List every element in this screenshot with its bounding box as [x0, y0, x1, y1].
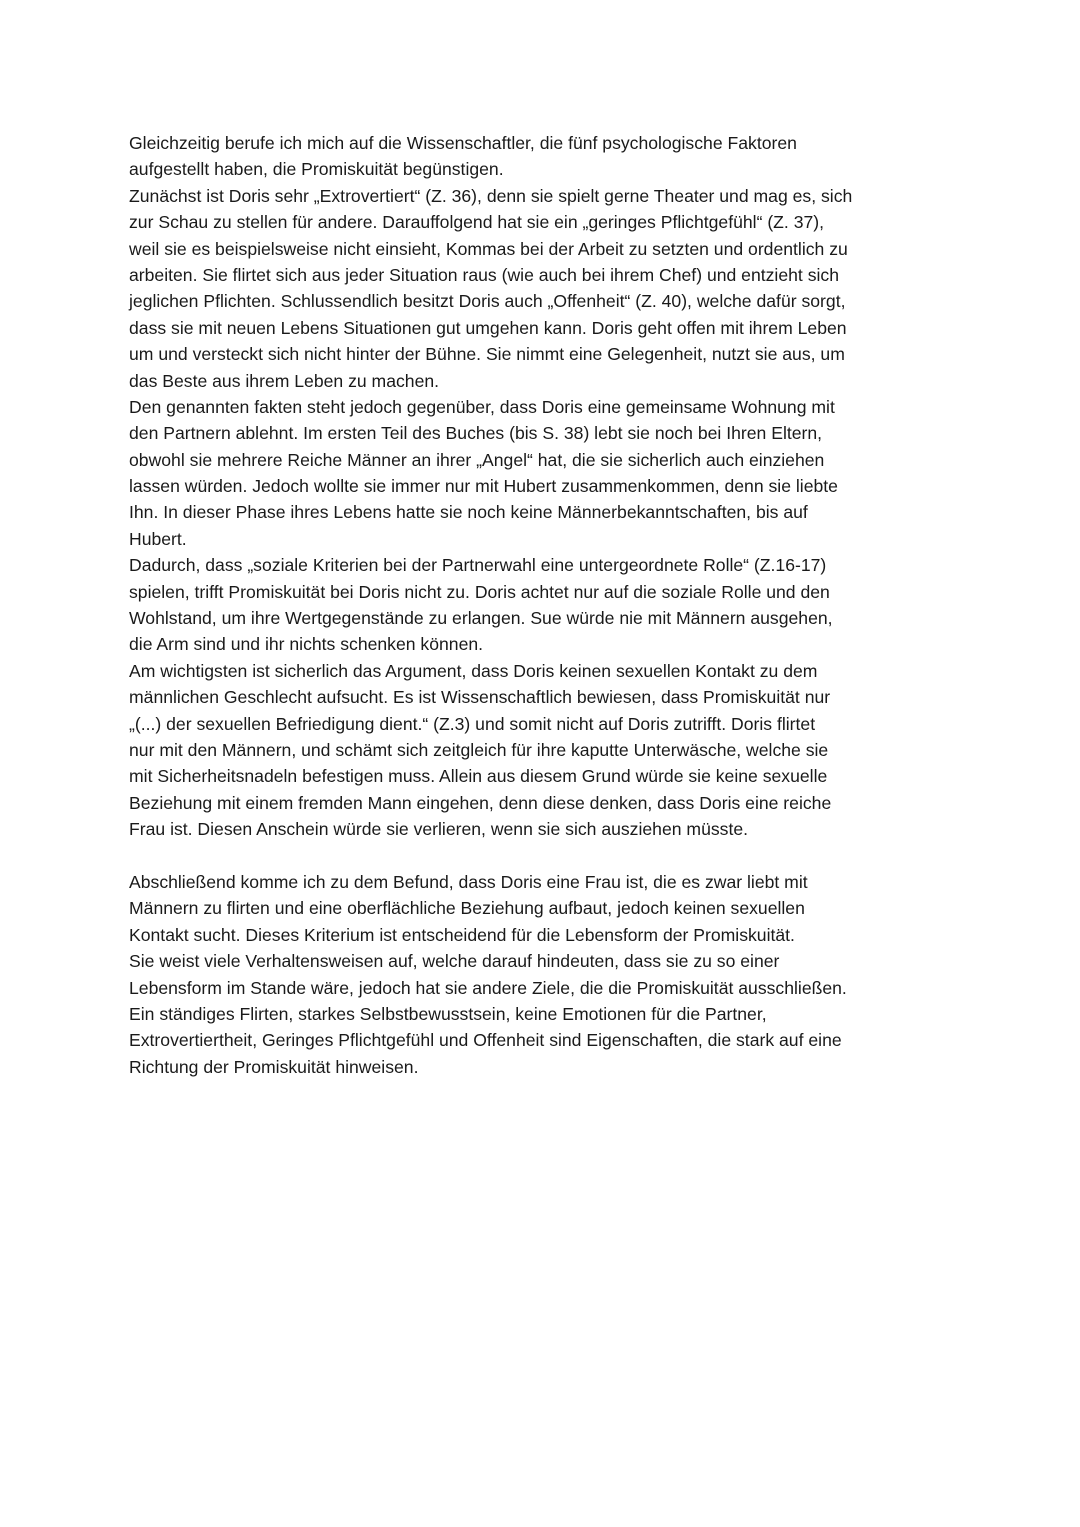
text-line: Lebensform im Stande wäre, jedoch hat sie andere Ziele, die die Promiskuität ausschließen. [129, 977, 847, 998]
text-line: zur Schau zu stellen für andere. Darauffolgend hat sie ein „geringes Pflichtgefühl“ (Z. 37), [129, 212, 825, 233]
text-line: „(...) der sexuellen Befriedigung dient.“ (Z.3) und somit nicht auf Doris zutrifft. Doris flirtet [129, 713, 816, 734]
text-line: weil sie es beispielsweise nicht einsieht, Kommas bei der Arbeit zu setzten und ordentlich zu [129, 238, 848, 259]
text-line: die Arm sind und ihr nichts schenken können. [129, 634, 484, 655]
text-line: Zunächst ist Doris sehr „Extrovertiert“ (Z. 36), denn sie spielt gerne Theater und mag es, sich [129, 185, 853, 206]
text-line: das Beste aus ihrem Leben zu machen. [129, 370, 440, 391]
text-line: spielen, trifft Promiskuität bei Doris nicht zu. Doris achtet nur auf die soziale Rolle und den [129, 581, 830, 602]
text-line: Männern zu flirten und eine oberflächliche Beziehung aufbaut, jedoch keinen sexuellen [129, 898, 805, 919]
text-line: Gleichzeitig berufe ich mich auf die Wissenschaftler, die fünf psychologische Faktoren [129, 133, 797, 153]
essay-text [129, 130, 951, 1080]
text-line: Dadurch, dass „soziale Kriterien bei der Partnerwahl eine untergeordnete Rolle“ (Z.16-17) [129, 555, 827, 576]
text-line: Richtung der Promiskuität hinweisen. [129, 1056, 419, 1077]
text-line: Hubert. [129, 528, 187, 549]
text-line: Ihn. In dieser Phase ihres Lebens hatte sie noch keine Männerbekanntschaften, bis auf [129, 502, 808, 523]
text-line: Den genannten fakten steht jedoch gegenüber, dass Doris eine gemeinsame Wohnung mit [129, 396, 835, 417]
text-line: Sie weist viele Verhaltensweisen auf, welche darauf hindeuten, dass sie zu so einer [129, 951, 780, 972]
text-line: arbeiten. Sie flirtet sich aus jeder Situation raus (wie auch bei ihrem Chef) und entzieht sich [129, 264, 839, 285]
text-line: Beziehung mit einem fremden Mann eingehen, denn diese denken, dass Doris eine reiche [129, 792, 832, 813]
text-line: jeglichen Pflichten. Schlussendlich besitzt Doris auch „Offenheit“ (Z. 40), welche dafür sorgt, [129, 291, 846, 312]
text-line: Extrovertiertheit, Geringes Pflichtgefühl und Offenheit sind Eigenschaften, die stark auf eine [129, 1030, 842, 1051]
text-line: Abschließend komme ich zu dem Befund, dass Doris eine Frau ist, die es zwar liebt mit [129, 871, 808, 892]
text-line: Frau ist. Diesen Anschein würde sie verlieren, wenn sie sich ausziehen müsste. [129, 819, 749, 840]
text-line: Am wichtigsten ist sicherlich das Argument, dass Doris keinen sexuellen Kontakt zu dem [129, 660, 818, 681]
text-line: Wohlstand, um ihre Wertgegenstände zu erlangen. Sue würde nie mit Männern ausgehen, [129, 608, 833, 629]
text-line: lassen würden. Jedoch wollte sie immer nur mit Hubert zusammenkommen, denn sie liebte [129, 476, 838, 497]
paragraph-gap [129, 843, 951, 869]
text-line: mit Sicherheitsnadeln befestigen muss. Allein aus diesem Grund würde sie keine sexuelle [129, 766, 828, 787]
text-line: Ein ständiges Flirten, starkes Selbstbewusstsein, keine Emotionen für die Partner, [129, 1003, 767, 1024]
text-line: dass sie mit neuen Lebens Situationen gut umgehen kann. Doris geht offen mit ihrem Leben [129, 317, 847, 338]
text-line: aufgestellt haben, die Promiskuität begünstigen. [129, 159, 504, 180]
text-line: männlichen Geschlecht aufsucht. Es ist Wissenschaftlich bewiesen, dass Promiskuität nur [129, 687, 831, 708]
text-line: nur mit den Männern, und schämt sich zeitgleich für ihre kaputte Unterwäsche, welche sie [129, 739, 829, 760]
text-line: den Partnern ablehnt. Im ersten Teil des Buches (bis S. 38) lebt sie noch bei Ihren Eltern, [129, 423, 823, 444]
text-line: obwohl sie mehrere Reiche Männer an ihrer „Angel“ hat, die sie sicherlich auch einziehen [129, 449, 825, 470]
text-line: Kontakt sucht. Dieses Kriterium ist entscheidend für die Lebensform der Promiskuität. [129, 924, 795, 945]
text-line: um und versteckt sich nicht hinter der Bühne. Sie nimmt eine Gelegenheit, nutzt sie aus, um [129, 344, 845, 365]
